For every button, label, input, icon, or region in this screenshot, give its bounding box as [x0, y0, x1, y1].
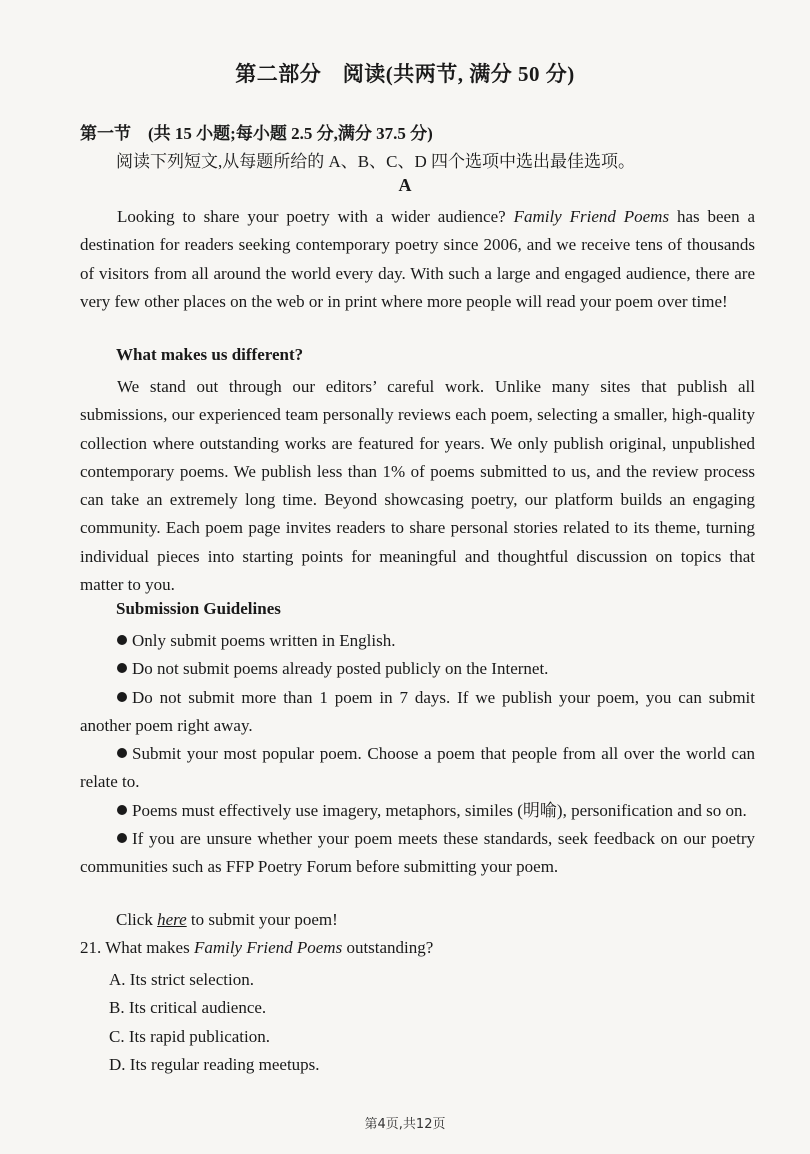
paragraph-different: We stand out through our editors’ careful work. Unlike many sites that publish all submissions, our experienced team personally reviews each poem, selecting a smaller, high-quality collection where outstanding works are featured for years. We only publish original, unpublished contemporary poems. We publish less than 1% of poems submitted to us, and the review process can take an extremely long time. Beyond showcasing poetry, our platform builds an engaging community. Each poem page invites readers to share personal stories related to its theme, turning individual pieces into starting points for meaningful and thoughtful discussion on topics that matter to you. — [80, 377, 755, 595]
guideline-text: Do not submit poems already posted publicly on the Internet. — [132, 659, 549, 679]
list-item — [80, 797, 755, 825]
guideline-text: If you are unsure whether your poem meets these standards, seek feedback on our poetry communities such as FFP Poetry Forum before submitting your poem. — [80, 829, 755, 877]
submit-link[interactable]: here — [157, 910, 187, 929]
guideline-text: Do not submit more than 1 poem in 7 days. If we publish your poem, you can submit another poem right away. — [80, 687, 755, 735]
guideline-text: Only submit poems written in English. — [132, 631, 396, 650]
passage-label: A — [398, 175, 412, 195]
bullet-icon — [117, 805, 127, 815]
intro-text-before: Looking to share your poetry with a wider audience? — [117, 207, 514, 226]
submit-text-before: Click — [116, 910, 158, 929]
list-item — [80, 655, 755, 683]
option-b: B. Its critical audience. — [109, 998, 267, 1018]
submit-line — [116, 910, 338, 930]
intro-text-after: has been a destination for readers seeking contemporary poetry since 2006, and we receive tens of thousands of visitors from all around the world every day. With such a large and engaged audience, there are very few other places on the web or in print where more people will read your poem over time! — [80, 207, 755, 311]
bullet-icon — [117, 748, 127, 758]
paragraph-intro — [80, 203, 755, 316]
question-21 — [80, 938, 433, 958]
section-instruction: 阅读下列短文,从每题所给的 A、B、C、D 四个选项中选出最佳选项。 — [116, 152, 635, 171]
submit-text-after: to submit your poem! — [186, 910, 338, 929]
question-text-after: outstanding? — [342, 938, 434, 957]
section-heading: 第一节 (共 15 小题;每小题 2.5 分,满分 37.5 分) — [80, 124, 433, 143]
question-text-before: 21. What makes — [80, 938, 194, 957]
intro-site-name: Family Friend Poems — [513, 207, 670, 226]
bullet-icon — [117, 635, 127, 645]
list-item — [80, 825, 755, 882]
option-c: C. Its rapid publication. — [109, 1026, 271, 1046]
list-item — [80, 740, 755, 797]
guideline-text: Submit your most popular poem. Choose a poem that people from all over the world can relate to. — [80, 744, 755, 792]
heading-guidelines: Submission Guidelines — [116, 599, 281, 618]
heading-different: What makes us different? — [116, 345, 304, 364]
answer-options — [109, 966, 320, 1079]
guidelines-list — [80, 627, 755, 882]
part-title: 第二部分 阅读(共两节, 满分 50 分) — [235, 62, 575, 86]
bullet-icon — [117, 833, 127, 843]
bullet-icon — [117, 692, 127, 702]
question-site-name: Family Friend Poems — [193, 938, 343, 957]
bullet-icon — [117, 663, 127, 673]
list-item — [80, 684, 755, 741]
option-a: A. Its strict selection. — [109, 970, 254, 989]
option-d: D. Its regular reading meetups. — [109, 1054, 320, 1074]
guideline-text: Poems must effectively use imagery, metaphors, similes (明喻), personification and so on. — [132, 800, 747, 820]
page-number: 第4页,共12页 — [364, 1117, 446, 1132]
list-item — [80, 627, 755, 655]
